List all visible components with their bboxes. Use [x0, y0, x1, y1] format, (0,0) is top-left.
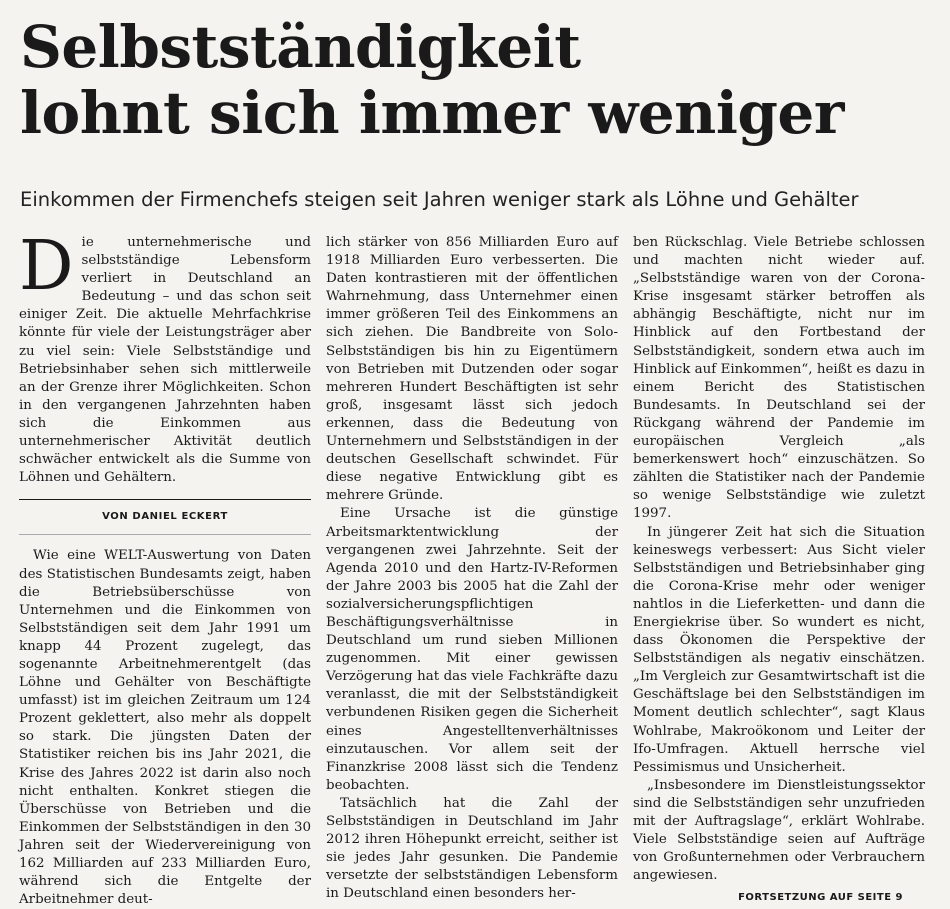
- body-paragraph: Tatsächlich hat die Zahl der Selbstständigen in Deutschland im Jahr 2012 ihren Höhepunkt erreicht, seither ist sie jedes Jahr gesunken. Die Pandemie versetzte der selbstständigen Lebensform in Deutschland einen besonders her-: [326, 795, 618, 902]
- body-paragraph: Eine Ursache ist die günstige Arbeitsmarktentwicklung der vergangenen zwei Jahrzehnte. Seit der Agenda 2010 und den Hartz-IV-Reformen der Jahre 2003 bis 2005 hat die Zahl der sozialversicherungspflichtigen Beschäftigungsverhältnisse in Deutschland um rund sieben Millionen zugenommen. Mit einer gewissen Verzögerung hat das viele Fachkräfte dazu veranlasst, die mit der Selbstständigkeit verbundenen Risiken gegen die Sicherheit eines Angestelltenverhältnisses einzutauschen. Vor allem seit der Finanzkrise 2008 lässt sich die Tendenz beobachten.: [326, 506, 618, 793]
- byline: VON DANIEL ECKERT: [19, 499, 311, 535]
- lead-paragraph: [19, 227, 311, 487]
- subheadline: Einkommen der Firmenchefs steigen seit Jahren weniger stark als Löhne und Gehälter: [20, 188, 859, 211]
- lead-text: ie unternehmerische und selbstständige Lebensform verliert in Deutschland an Bedeutung – und das schon seit einiger Zeit. Die aktuelle Mehrfachkrise könnte für viele der Leistungsträger aber zu viel sein: Viele Selbstständige und Betriebsinhaber sehen sich mittlerweile an der Grenze ihrer Möglichkeiten. Schon in den vergangenen Jahrzehnten haben sich die Einkommen aus unternehmerischer Aktivität deutlich schwächer entwickelt als die Summe von Löhnen und Gehältern.: [19, 235, 311, 486]
- body-paragraph: In jüngerer Zeit hat sich die Situation keineswegs verbessert: Aus Sicht vieler Selbstständigen und Betriebsinhaber ging die Corona-Krise mehr oder weniger nahtlos in die Lieferketten- und dann die Energiekrise über. So wundert es nicht, dass Ökonomen die Perspektive der Selbstständigen als negativ einschätzen. „Im Vergleich zur Gesamtwirtschaft ist die Geschäftslage bei den Selbstständigen im Moment deutlich schlechter“, sagt Klaus Wohlrabe, Makroökonom und Leiter der Ifo-Umfragen. Aktuell herrsche viel Pessimismus und Unsicherheit.: [633, 524, 925, 775]
- column-2: [326, 234, 618, 903]
- body-paragraph: lich stärker von 856 Milliarden Euro auf 1918 Milliarden Euro verbesserten. Die Daten kontrastieren mit der öffentlichen Wahrnehmung, dass Unternehmer einen immer größeren Teil des Einkommens an sich ziehen. Die Bandbreite von Solo-Selbstständigen bis hin zu Eigentümern von Betrieben mit Dutzenden oder sogar mehreren Hundert Beschäftigten ist sehr groß, insgesamt lässt sich jedoch erkennen, dass die Bedeutung von Unternehmern und Selbstständigen in der deutschen Gesellschaft schwindet. Für diese negative Entwicklung gibt es mehrere Gründe.: [326, 235, 618, 504]
- column-3: [633, 234, 925, 907]
- body-paragraph: ben Rückschlag. Viele Betriebe schlossen und machten nicht wieder auf. „Selbstständige waren von der Corona-Krise insgesamt stärker betroffen als abhängig Beschäftigte, nicht nur im Hinblick auf den Fortbestand der Selbstständigkeit, sondern etwa auch im Hinblick auf Einkommen“, heißt es dazu in einem Bericht des Statistischen Bundesamts. In Deutschland sei der Rückgang während der Pandemie im europäischen Vergleich „als bemerkenswert hoch“ einzuschätzen. So zählten die Statistiker nach der Pandemie so wenige Selbstständige wie zuletzt 1997.: [633, 235, 925, 522]
- body-paragraph: Wie eine WELT-Auswertung von Daten des Statistischen Bundesamts zeigt, haben die Betriebsüberschüsse von Unternehmen und die Einkommen von Selbstständigen seit dem Jahr 1991 um knapp 44 Prozent zugelegt, das sogenannte Arbeitnehmerentgelt (das Löhne und Gehälter von Beschäftigte umfasst) ist im gleichen Zeitraum um 124 Prozent geklettert, also mehr als doppelt so stark. Die jüngsten Daten der Statistiker reichen bis ins Jahr 2021, die Krise des Jahres 2022 ist darin also noch nicht enthalten. Konkret stiegen die Überschüsse von Betrieben und die Einkommen der Selbstständigen in den 30 Jahren seit der Wiedervereinigung von 162 Milliarden auf 233 Milliarden Euro, während sich die Entgelte der Arbeitnehmer deut-: [19, 548, 311, 908]
- headline-line-2: lohnt sich immer weniger: [20, 79, 844, 147]
- continuation-note: FORTSETZUNG AUF SEITE 9: [738, 892, 903, 904]
- column-1: [19, 227, 311, 909]
- headline-line-1: Selbstständigkeit: [20, 13, 581, 81]
- drop-cap: D: [19, 227, 74, 306]
- headline: [20, 14, 940, 146]
- body-paragraph: „Insbesondere im Dienstleistungssektor sind die Selbstständigen sehr unzufrieden mit der Auftragslage“, erklärt Wohlrabe. Viele Selbstständige seien auf Aufträge von Großunternehmen oder Verbrauchern angewiesen.: [633, 777, 925, 884]
